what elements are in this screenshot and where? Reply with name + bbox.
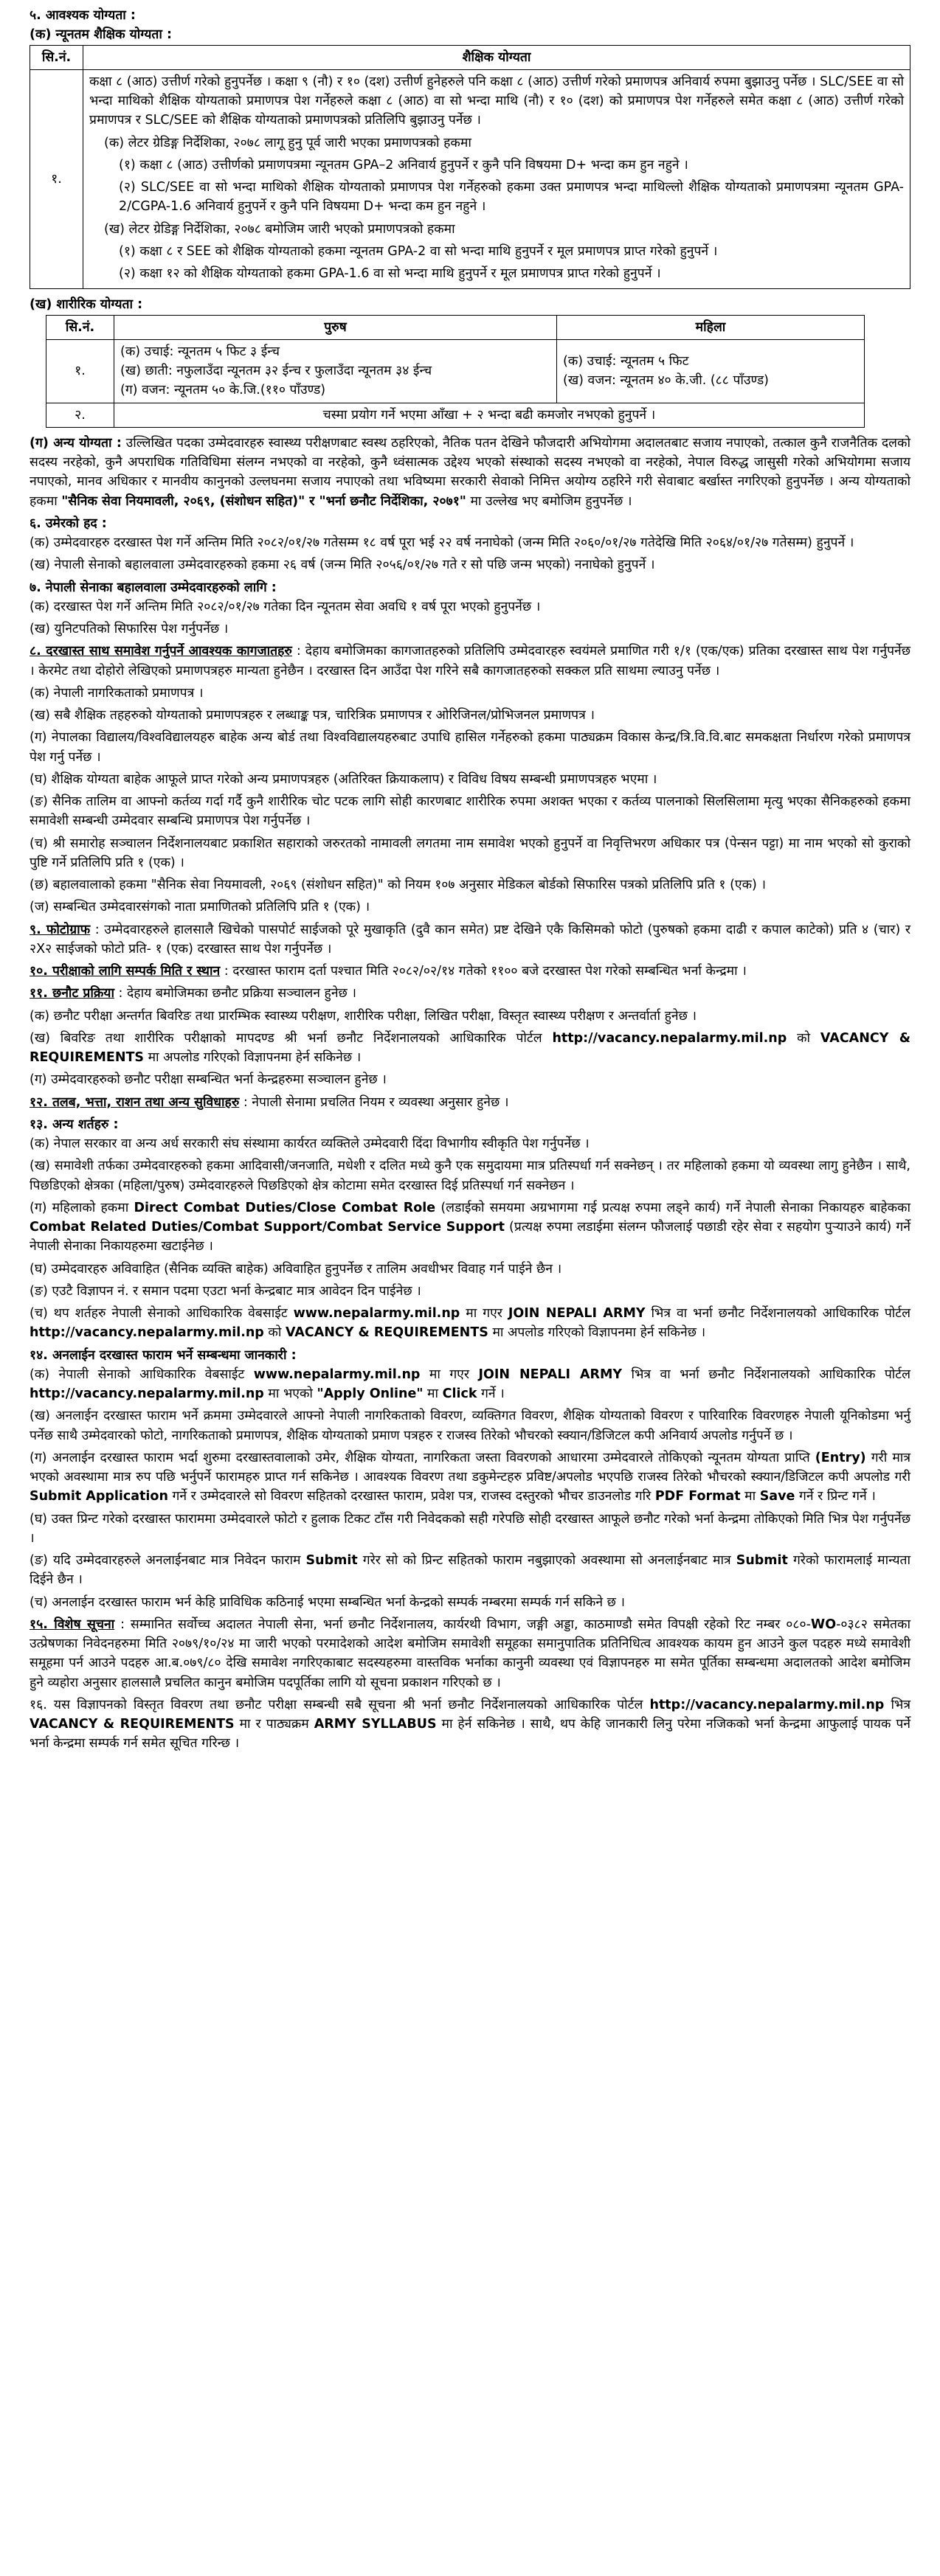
section-12-text: : नेपाली सेनामा प्रचलित नियम र व्यवस्था अनुसार हुनेछ । xyxy=(239,1094,509,1110)
online-a-text: (क) नेपाली सेनाको आधिकारिक वेबसाईट xyxy=(30,1367,254,1382)
list-item: (ख) सबै शैक्षिक तहहरुको योग्यताको प्रमाणपत्रहरु र लब्धाङ्क पत्र, चारित्रिक प्रमाणपत्र र ओरिजिनल/प्रोभिजनल प्रमाणपत्र । xyxy=(30,708,595,723)
apply-online-label: "Apply Online" xyxy=(317,1386,424,1401)
education-text: (क) लेटर ग्रेडिङ्ग निर्देशिका, २०७८ लागू हुनु पूर्व जारी भएका प्रमाणपत्रको हकमा xyxy=(104,135,471,150)
vacancy-link[interactable]: http://vacancy.nepalarmy.mil.np xyxy=(30,1386,264,1401)
army-syllabus-label: ARMY SYLLABUS xyxy=(314,1717,437,1732)
condition-f-text: (च) थप शर्तहरु नेपाली सेनाको आधिकारिक वेबसाईट xyxy=(30,1306,294,1321)
physical-sn-header: सि.नं. xyxy=(46,315,114,339)
list-item: (ङ) सैनिक तालिम वा आफ्नो कर्तव्य गर्दा गर्दै कुनै शारीरिक चोट पटक लागि सोही कारणबाट शारीरिक रुपमा अशक्त भएका र कर्तव्य पालनाको सिलसिलामा मृत्यु भएका सैनिकहरुको हकमा समावेशी सम्बन्धी उम्मेदवार सम्बन्धि प्रमाणपत्र पेश गर्नुपर्नेछ । xyxy=(30,794,910,829)
online-e-text: (ङ) यदि उम्मेदवारहरुले अनलाईनबाट मात्र निवेदन फाराम xyxy=(30,1553,306,1568)
condition-f-text: मा गएर xyxy=(460,1306,508,1321)
male-header: पुरुष xyxy=(114,315,557,339)
vacancy-requirements-label: VACANCY & REQUIREMENTS xyxy=(30,1030,910,1065)
selection-b-text: (ख) बिवरिङ तथा शारीरिक परीक्षाको मापदण्ड श्री भर्ना छनौट निर्देशनालयको आधिकारिक पोर्टल xyxy=(30,1030,553,1046)
education-header: शैक्षिक योग्यता xyxy=(83,45,910,69)
physical-title: (ख) शारीरिक योग्यता : xyxy=(30,297,143,313)
wo-label: WO xyxy=(810,1617,837,1632)
section-9-text: : उम्मेदवारहरुले हालसालै खिचेको पासपोर्ट साईजको पूरे मुखाकृति (दुवै कान समेत) प्रष्ट देखिने एकै किसिमको फोटो (पुरुषको हकमा दाढी र कपाल काटेको) प्रति ४ (चार) र २X२ साईजको फोटो प्रति- १ (एक) दरखास्त साथ पेश गर्नुपर्नेछ । xyxy=(30,922,910,957)
pdf-format-label: PDF Format xyxy=(654,1489,741,1504)
documents-list xyxy=(30,684,910,917)
online-c-text: गर्ने र उम्मेदवारले सो विवरण सहितको दरखास्त फाराम, प्रवेश पत्र, राजस्व दस्तुरको भौचर डाउनलोड गरि xyxy=(167,1489,655,1504)
section-14-title: १४. अनलाईन दरखास्त फाराम भर्ने सम्बन्धमा जानकारी : xyxy=(30,1347,297,1363)
online-c-text: गरी मात्र भएको अवस्थामा मात्र रुप पछि भर्नुपर्ने फारामहरु प्राप्त गर्न सकिनेछ । आवश्यक विवरण तथा डकुमेन्टहरु प्रविष्ट/अपलोड भएपछि राजस्व तिरेको भौचरको स्क्यान/डिजिटल कपी अपलोड गरी xyxy=(30,1450,911,1485)
age-limit-a: (क) उम्मेदवारहरु दरखास्त पेश गर्ने अन्तिम मिति २०८२/०१/२७ गतेसम्म १८ वर्ष पूरा भई २२ वर्ष ननाघेको (जन्म मिति २०६०/०१/२७ गतेदेखि मिति २०६४/०१/२७ गतेसम्म) हुनुपर्ने । xyxy=(30,535,854,550)
submit-application-label: Submit Application xyxy=(30,1489,168,1504)
other-qualification-tail: मा उल्लेख भए बमोजिम हुनुपर्नेछ । xyxy=(466,493,632,509)
condition-c-text: (लडाईको समयमा अग्रभागमा गई प्रत्यक्ष रुपमा लड्ने कार्य) गर्ने नेपाली सेनाका निकायहरु बाहेकका xyxy=(435,1200,910,1215)
list-item: (क) नेपाली नागरिकताको प्रमाणपत्र । xyxy=(30,685,204,701)
condition-c-text: (ग) महिलाको हकमा xyxy=(30,1200,134,1215)
serving-a: (क) दरखास्त पेश गर्ने अन्तिम मिति २०८२/०१/२७ गतेका दिन न्यूनतम सेवा अवधि १ वर्ष पूरा भएको हुनुपर्नेछ । xyxy=(30,599,541,614)
other-qualification-title: (ग) अन्य योग्यता : xyxy=(30,435,122,451)
selection-b-text: को xyxy=(787,1030,820,1046)
education-text: (१) कक्षा ८ र SEE को शैक्षिक योग्यताको हकमा न्यूनतम GPA-2 वा सो भन्दा माथि हुनुपर्ने र मूल प्रमाणपत्र प्राप्त गरेको हुनुपर्ने । xyxy=(119,243,718,259)
male-cell xyxy=(114,339,557,403)
combat-duties-label: Direct Combat Duties/Close Combat Role xyxy=(134,1200,436,1215)
education-text: (२) SLC/SEE वा सो भन्दा माथिको शैक्षिक योग्यताको प्रमाणपत्र पेश गर्नेहरुको हकमा उक्त प्रमाणपत्र भन्दा माथिल्लो शैक्षिक योग्यताको प्रमाणपत्रमा न्यूनतम GPA-2/CGPA-1.6 अनिवार्य हुनुपर्ने र कुनै पनि विषयमा D+ भन्दा कम हुन नहुने । xyxy=(119,180,904,215)
section-13-title: १३. अन्य शर्तहरु : xyxy=(30,1117,119,1132)
section-7-title: ७. नेपाली सेनाका बहालवाला उम्मेदवारहरुको लागि : xyxy=(30,580,277,595)
online-a-text: मा भएको xyxy=(263,1386,317,1401)
section-8-intro: : देहाय बमोजिमका कागजातहरुको प्रतिलिपि उम्मेदवारहरु स्वयंमले प्रमाणित गरी १/१ (एक/एक) प्रतिका दरखास्त साथ पेश गर्नुपर्नेछ । केरमेट तथा दोहोरो लेखिएको प्रमाणपत्रहरु मान्यता हुनेछैन । दरखास्त दिन आउँदा पेश गरिने सबै कागजातहरुको सक्कल प्रति साथमा ल्याउनु पर्नेछ । xyxy=(30,644,910,678)
online-d: (घ) उक्त प्रिन्ट गरेको दरखास्त फाराममा उम्मेदवारले फोटो र हुलाक टिकट टाँस गरी निवेदकको सही गरेपछि सोही दरखास्त आफूले छनौट गरेको भर्ना केन्द्रमा तोकिएको मिति भित्र पेश गर्नुपर्नेछ । xyxy=(30,1511,910,1546)
section-11-text: : देहाय बमोजिमका छनौट प्रक्रिया सञ्चालन हुनेछ । xyxy=(114,986,357,1001)
click-label: Click xyxy=(442,1386,477,1401)
condition-b: (ख) समावेशी तर्फका उम्मेदवारहरुको हकमा आदिवासी/जनजाति, मधेशी र दलित मध्ये कुनै एक समुदायमा मात्र प्रतिस्पर्धा गर्न सक्नेछन् । तर महिलाको हकमा यो व्यवस्था लागु हुनेछैन । साथै, पिछडिएको क्षेत्रका (महिला/पुरुष) उम्मेदवारहरुले पिछडिएको क्षेत्र कोटामा समेत दरखास्त दिई प्रतिस्पर्धा गर्न सक्नेछन । xyxy=(30,1159,910,1193)
online-e xyxy=(30,1551,910,1590)
section-12 xyxy=(30,1093,910,1112)
condition-f-text: को xyxy=(263,1325,286,1341)
section-15-title: १५. विशेष सूचना xyxy=(30,1617,115,1632)
section-12-title: १२. तलब, भत्ता, राशन तथा अन्य सुविधाहरु xyxy=(30,1094,240,1110)
condition-a: (क) नेपाल सरकार वा अन्य अर्ध सरकारी संघ संस्थामा कार्यरत व्यक्तिले उम्मेदवारी दिंदा विभागीय स्वीकृति पेश गर्नुपर्नेछ । xyxy=(30,1136,590,1151)
online-a-text: गर्ने । xyxy=(477,1386,505,1401)
female-weight: (ख) वजन: न्यूनतम ४० के.जी. (८८ पाँउण्ड) xyxy=(563,373,770,389)
section-10-text: : दरखास्त फाराम दर्ता पश्चात मिति २०८२/०२/१४ गतेको ११०० बजे दरखास्त पेश गरेको सम्बन्धित भर्ना केन्द्रमा । xyxy=(220,964,747,979)
section-16-text: भित्र xyxy=(884,1697,910,1712)
female-cell xyxy=(557,339,865,403)
save-label: Save xyxy=(759,1489,795,1504)
vacancy-link[interactable]: http://vacancy.nepalarmy.mil.np xyxy=(649,1697,885,1712)
submit-label: Submit xyxy=(305,1553,358,1568)
condition-c-text: (प्रत्यक्ष रुपमा लडाईमा संलग्न फौजलाई पछाडी रहेर सेवा र सहयोग पुर्‍याउने कार्य) गर्ने नेपाली सेनाका निकायहरुमा खटाईनेछ । xyxy=(30,1220,910,1254)
section-11 xyxy=(30,984,910,1003)
section-15-text: -०३८२ समेतका उत्प्रेषणका निवेदनहरुमा मिति २०७९/१०/२४ मा जारी भएको परमादेशको आदेश बमोजिम समावेशी समूहका समानुपातिक प्रतिनिधित्व आवश्यक कायम हुन आउने कुल पदहरु मध्ये समावेशी समूहमा पर्न आउने पदहरु आ.ब.०७९/८० देखि समावेश नगरिएकाबाट सदस्यहरुमा वास्तविक भर्नाका कानुनी व्यवस्था एवं विज्ञापनहरु मा समेत पूर्तिका सम्बन्धमा अदालतको आदेश बमोजिम हुने व्यहोरा अनुसार हालसालै प्रचलित कानुन बमोजिम पदपूर्तिका लागि यो सूचना प्रकाशन गरिएको छ । xyxy=(30,1617,910,1690)
section-8 xyxy=(30,642,910,681)
regulation-ref: "सैनिक सेवा नियमावली, २०६९, (संशोधन सहित)" र "भर्ना छनौट निर्देशिका, २०७१" xyxy=(61,493,466,509)
vacancy-link[interactable]: http://vacancy.nepalarmy.mil.np xyxy=(552,1030,787,1046)
education-text: (१) कक्षा ८ (आठ) उत्तीर्णको प्रमाणपत्रमा न्यूनतम GPA–2 अनिवार्य हुनुपर्ने र कुनै पनि विषयमा D+ भन्दा कम हुन नहुने । xyxy=(119,157,688,173)
section-9-title: ९. फोटोग्राफ xyxy=(30,922,91,937)
section-10-title: १०. परीक्षाको लागि सम्पर्क मिति र स्थान xyxy=(30,964,221,979)
other-qualification xyxy=(30,434,910,511)
male-height: (क) उचाई: न्यूनतम ५ फिट ३ ईन्च xyxy=(120,344,280,359)
education-text: (ख) लेटर ग्रेडिङ्ग निर्देशिका, २०७८ बमोजिम जारी भएको प्रमाणपत्रको हकमा xyxy=(104,221,455,237)
education-sn-header: सि.नं. xyxy=(30,45,83,69)
online-a xyxy=(30,1365,910,1404)
other-qualification-text: उल्लिखित पदका उम्मेदवारहरु स्वास्थ्य परीक्षणबाट स्वस्थ ठहरिएको, नैतिक पतन देखिने फौजदारी अभियोगमा अदालतबाट सजाय नपाएको, तत्काल कुनै राजनैतिक दलको सदस्य नरहेको, कुनै अपराधिक गतिविधिमा संलग्न नभएको वा नरहेको, कुनै ध्वंसात्मक उद्देश्य भएको संस्थाको सदस्य नभएको वा नरहेको, नेपाल विरुद्ध जासुसी गरेको अभियोगमा सजाय नपाएको, मानव अधिकार र मानवीय कानुनको उल्लघनमा सजाय नपाएको तथा भविष्यमा सरकारी सेवाको निमित्त अयोग्य ठहरिने गरी सेवाबाट बर्खास्त नगरिएको हुनुपर्नेछ । अन्य योग्यताको हकमा xyxy=(30,435,910,509)
physical-row-sn: १. xyxy=(46,339,114,403)
education-row-sn: १. xyxy=(30,69,83,289)
section-16-text: मा र पाठ्यक्रम xyxy=(234,1717,314,1732)
section-10 xyxy=(30,962,910,981)
age-limit-b: (ख) नेपाली सेनाको बहालवाला उम्मेदवारहरुको हकमा २६ वर्ष (जन्म मिति २०५६/०१/२७ गते र सो पछि जन्म भएको) ननाघेको हुनुपर्ने । xyxy=(30,558,655,573)
vacancy-link[interactable]: http://vacancy.nepalarmy.mil.np xyxy=(30,1325,264,1341)
education-text: कक्षा ८ (आठ) उत्तीर्ण गरेको हुनुपर्नेछ । कक्षा ९ (नौ) र १० (दश) उत्तीर्ण हुनेहरुले पनि कक्षा ८ (आठ) उत्तीर्ण गरेको प्रमाणपत्र अनिवार्य रुपमा बुझाउनु पर्नेछ । SLC/SEE वा सो भन्दा माथिको शैक्षिक योग्यताको प्रमाणपत्र पेश गर्नेहरुले कक्षा ८ (आठ) वा सो भन्दा माथि (नौ) र १० (दश) को प्रमाणपत्र पेश गर्नेहरुले समेत कक्षा ८ (आठ) उत्तीर्ण गरेको प्रमाणपत्र र SLC/SEE को शैक्षिक योग्यताको प्रमाणपत्रको प्रतिलिपि बुझाउनु पर्नेछ । xyxy=(89,74,904,128)
section-15-text: : सम्मानित सर्वोच्च अदालत नेपाली सेना, भर्ना छनौट निर्देशनालय, कार्यरथी विभाग, जङ्गी अड्डा, काठमाण्डौ समेत विपक्षी रहेको रिट नम्बर ०८०- xyxy=(114,1617,811,1632)
join-army-label: JOIN NEPALI ARMY xyxy=(478,1367,623,1382)
online-e-text: गरेको फारामलाई मान्यता दिईने छैन । xyxy=(30,1553,910,1588)
selection-a: (क) छनौट परीक्षा अन्तर्गत बिवरिङ तथा प्रारम्भिक स्वास्थ्य परीक्षण, शारीरिक परीक्षा, लिखित परीक्षा, विस्तृत स्वास्थ्य परीक्षण र अन्तर्वार्ता हुनेछ । xyxy=(30,1008,697,1024)
education-cell xyxy=(83,69,910,289)
female-height: (क) उचाई: न्यूनतम ५ फिट xyxy=(563,353,689,369)
section-11-title: ११. छनौट प्रक्रिया xyxy=(30,986,114,1001)
online-c-text: (ग) अनलाईन दरखास्त फाराम भर्दा शुरुमा दरखास्तवालाको उमेर, शैक्षिक योग्यता, नागरिकता जस्ता विवरणको आधारमा उम्मेदवारले तोकिएको न्यूनतम योग्यता प्राप्ति xyxy=(30,1450,815,1465)
list-item: (ग) नेपालका विद्यालय/विश्वविद्यालयहरु बाहेक अन्य बोर्ड तथा विश्वविद्यालयहरुबाट उपाधि हासिल गर्नेहरुको हकमा पाठ्यक्रम विकास केन्द्र/त्रि.वि.वि.बाट समकक्षता निर्धारण गरेको प्रमाणपत्र पेश गर्नु पर्नेछ । xyxy=(30,730,910,765)
selection-c: (ग) उम्मेदवारहरुको छनौट परीक्षा सम्बन्धित भर्ना केन्द्रहरुमा सञ्चालन हुनेछ । xyxy=(30,1072,387,1088)
vacancy-requirements-label: VACANCY & REQUIREMENTS xyxy=(285,1325,488,1341)
section-15 xyxy=(30,1615,910,1693)
section-16-text: मा हेर्न सकिनेछ । साथै, थप केहि जानकारी लिनु परेमा नजिकको भर्ना केन्द्रमा आफुलाई पायक पर्ने भर्ना केन्द्रमा सम्पर्क गर्न समेत सूचित गरिन्छ । xyxy=(30,1717,910,1752)
selection-b xyxy=(30,1029,910,1068)
online-e-text: गरेर सो को प्रिन्ट सहितको फाराम नबुझाएको अवस्थामा सो अनलाईनबाट मात्र xyxy=(357,1553,736,1568)
education-text: (२) कक्षा १२ को शैक्षिक योग्यताको हकमा GPA-1.6 वा सो भन्दा माथि हुनुपर्ने र मूल प्रमाणपत्र प्राप्त गरेको हुनुपर्ने । xyxy=(119,266,661,281)
online-b: (ख) अनलाईन दरखास्त फाराम भर्ने क्रममा उम्मेदवारले आफ्नो नेपाली नागरिकताको विवरण, व्यक्तिगत विवरण, शैक्षिक योग्यताको विवरण र पारिवारिक विवरणहरु नेपाली यूनिकोडमा भर्नु पर्नेछ साथै उम्मेदवारको फोटो, नागरिकताको प्रमाणपत्र, शैक्षिक योग्यताको प्रमाण पत्रहरु र राजस्व तिरेको भौचरको स्क्यान/डिजिटल कपी अनिवार्य अपलोड गर्नुपर्ने छ । xyxy=(30,1409,910,1443)
combat-support-label: Combat Related Duties/Combat Support/Combat Service Support xyxy=(30,1220,505,1235)
online-a-text: मा xyxy=(423,1386,443,1401)
list-item: (च) श्री समारोह सञ्चालन निर्देशनालयबाट प्रकाशित सहाराको जरुरतको नामावली लगतमा नाम समावेश भएको हुनुपर्ने वा निवृत्तिभरण अधिकार पत्र (पेन्सन पट्टा) मा नाम भएको सो कुराको पुष्टि गर्ने प्रतिलिपि प्रति १ (एक) । xyxy=(30,836,910,870)
join-army-label: JOIN NEPALI ARMY xyxy=(508,1306,646,1321)
condition-f xyxy=(30,1304,910,1343)
eyesight-cell: चस्मा प्रयोग गर्ने भएमा आँखा + २ भन्दा बढी कमजोर नभएको हुनुपर्ने । xyxy=(114,403,865,427)
physical-row-sn: २. xyxy=(46,403,114,427)
min-education-title: (क) न्यूनतम शैक्षिक योग्यता : xyxy=(30,27,172,43)
section-5-title: ५. आवश्यक योग्यता : xyxy=(30,8,136,23)
physical-table xyxy=(46,315,865,428)
online-f: (च) अनलाईन दरखास्त फाराम भर्न केहि प्राविधिक कठिनाई भएमा सम्बन्धित भर्ना केन्द्रको सम्पर्क नम्बरमा सम्पर्क गर्न सकिने छ । xyxy=(30,1594,626,1610)
male-chest: (ख) छाती: नफुलाउँदा न्यूनतम ३२ ईन्च र फुलाउँदा न्यूनतम ३४ ईन्च xyxy=(120,364,432,378)
online-c-text: मा xyxy=(740,1489,760,1504)
condition-c xyxy=(30,1198,910,1257)
condition-f-text: भित्र वा भर्ना छनौट निर्देशनालयको आधिकारिक पोर्टल xyxy=(645,1306,910,1321)
entry-label: (Entry) xyxy=(815,1450,866,1465)
online-a-text: भित्र वा भर्ना छनौट निर्देशनालयको आधिकारिक पोर्टल xyxy=(622,1367,910,1382)
website-link[interactable]: www.nepalarmy.mil.np xyxy=(293,1306,460,1321)
selection-b-text: मा अपलोड गरिएको विज्ञापनमा हेर्न सकिनेछ । xyxy=(144,1050,362,1065)
condition-e: (ङ) एउटै विज्ञापन नं. र समान पदमा एउटा भर्ना केन्द्रबाट मात्र आवेदन दिन पाईनेछ । xyxy=(30,1283,421,1299)
document-page xyxy=(30,0,910,1754)
vacancy-requirements-label: VACANCY & REQUIREMENTS xyxy=(30,1717,235,1732)
list-item: (छ) बहालवालाको हकमा "सैनिक सेवा नियमावली, २०६९ (संशोधन सहित)" को नियम १०७ अनुसार मेडिकल बोर्डको सिफारिस पत्रको प्रतिलिपि प्रति १ (एक) । xyxy=(30,878,767,892)
submit-label: Submit xyxy=(736,1553,788,1568)
condition-d: (घ) उम्मेदवारहरु अविवाहित (सैनिक व्यक्ति बाहेक) अविवाहित हुनुपर्नेछ र तालिम अवधीभर विवाह गर्न पाईने छैन । xyxy=(30,1261,562,1277)
online-a-text: मा गएर xyxy=(420,1367,479,1382)
list-item: (घ) शैक्षिक योग्यता बाहेक आफूले प्राप्त गरेको अन्य प्रमाणपत्रहरु (अतिरिक्त क्रियाकलाप) र विविध विषय सम्बन्धी प्रमाणपत्रहरु भएमा । xyxy=(30,771,657,787)
section-9 xyxy=(30,920,910,959)
online-c-text: गर्ने र प्रिन्ट गर्ने । xyxy=(795,1489,876,1504)
section-8-title: ८. दरखास्त साथ समावेश गर्नुपर्ने आवश्यक कागजातहरु xyxy=(30,644,292,659)
website-link[interactable]: www.nepalarmy.mil.np xyxy=(253,1367,421,1382)
online-c xyxy=(30,1448,910,1507)
male-weight: (ग) वजन: न्यूनतम ५० के.जि.(११० पाँउण्ड) xyxy=(120,383,326,398)
female-header: महिला xyxy=(557,315,865,339)
section-16 xyxy=(30,1695,910,1754)
condition-f-text: मा अपलोड गरिएको विज्ञापनमा हेर्न सकिनेछ । xyxy=(488,1325,706,1341)
list-item: (ज) सम्बन्धित उम्मेदवारसंगको नाता प्रमाणितको प्रतिलिपि प्रति १ (एक) । xyxy=(30,900,370,915)
serving-b: (ख) युनिटपतिको सिफारिस पेश गर्नुपर्नेछ । xyxy=(30,622,229,636)
education-table xyxy=(30,45,910,290)
section-16-text: १६. यस विज्ञापनको विस्तृत विवरण तथा छनौट परीक्षा सम्बन्धी सबै सूचना श्री भर्ना छनौट निर्देशनालयको आधिकारिक पोर्टल xyxy=(30,1697,650,1712)
section-6-title: ६. उमेरको हद : xyxy=(30,515,107,531)
